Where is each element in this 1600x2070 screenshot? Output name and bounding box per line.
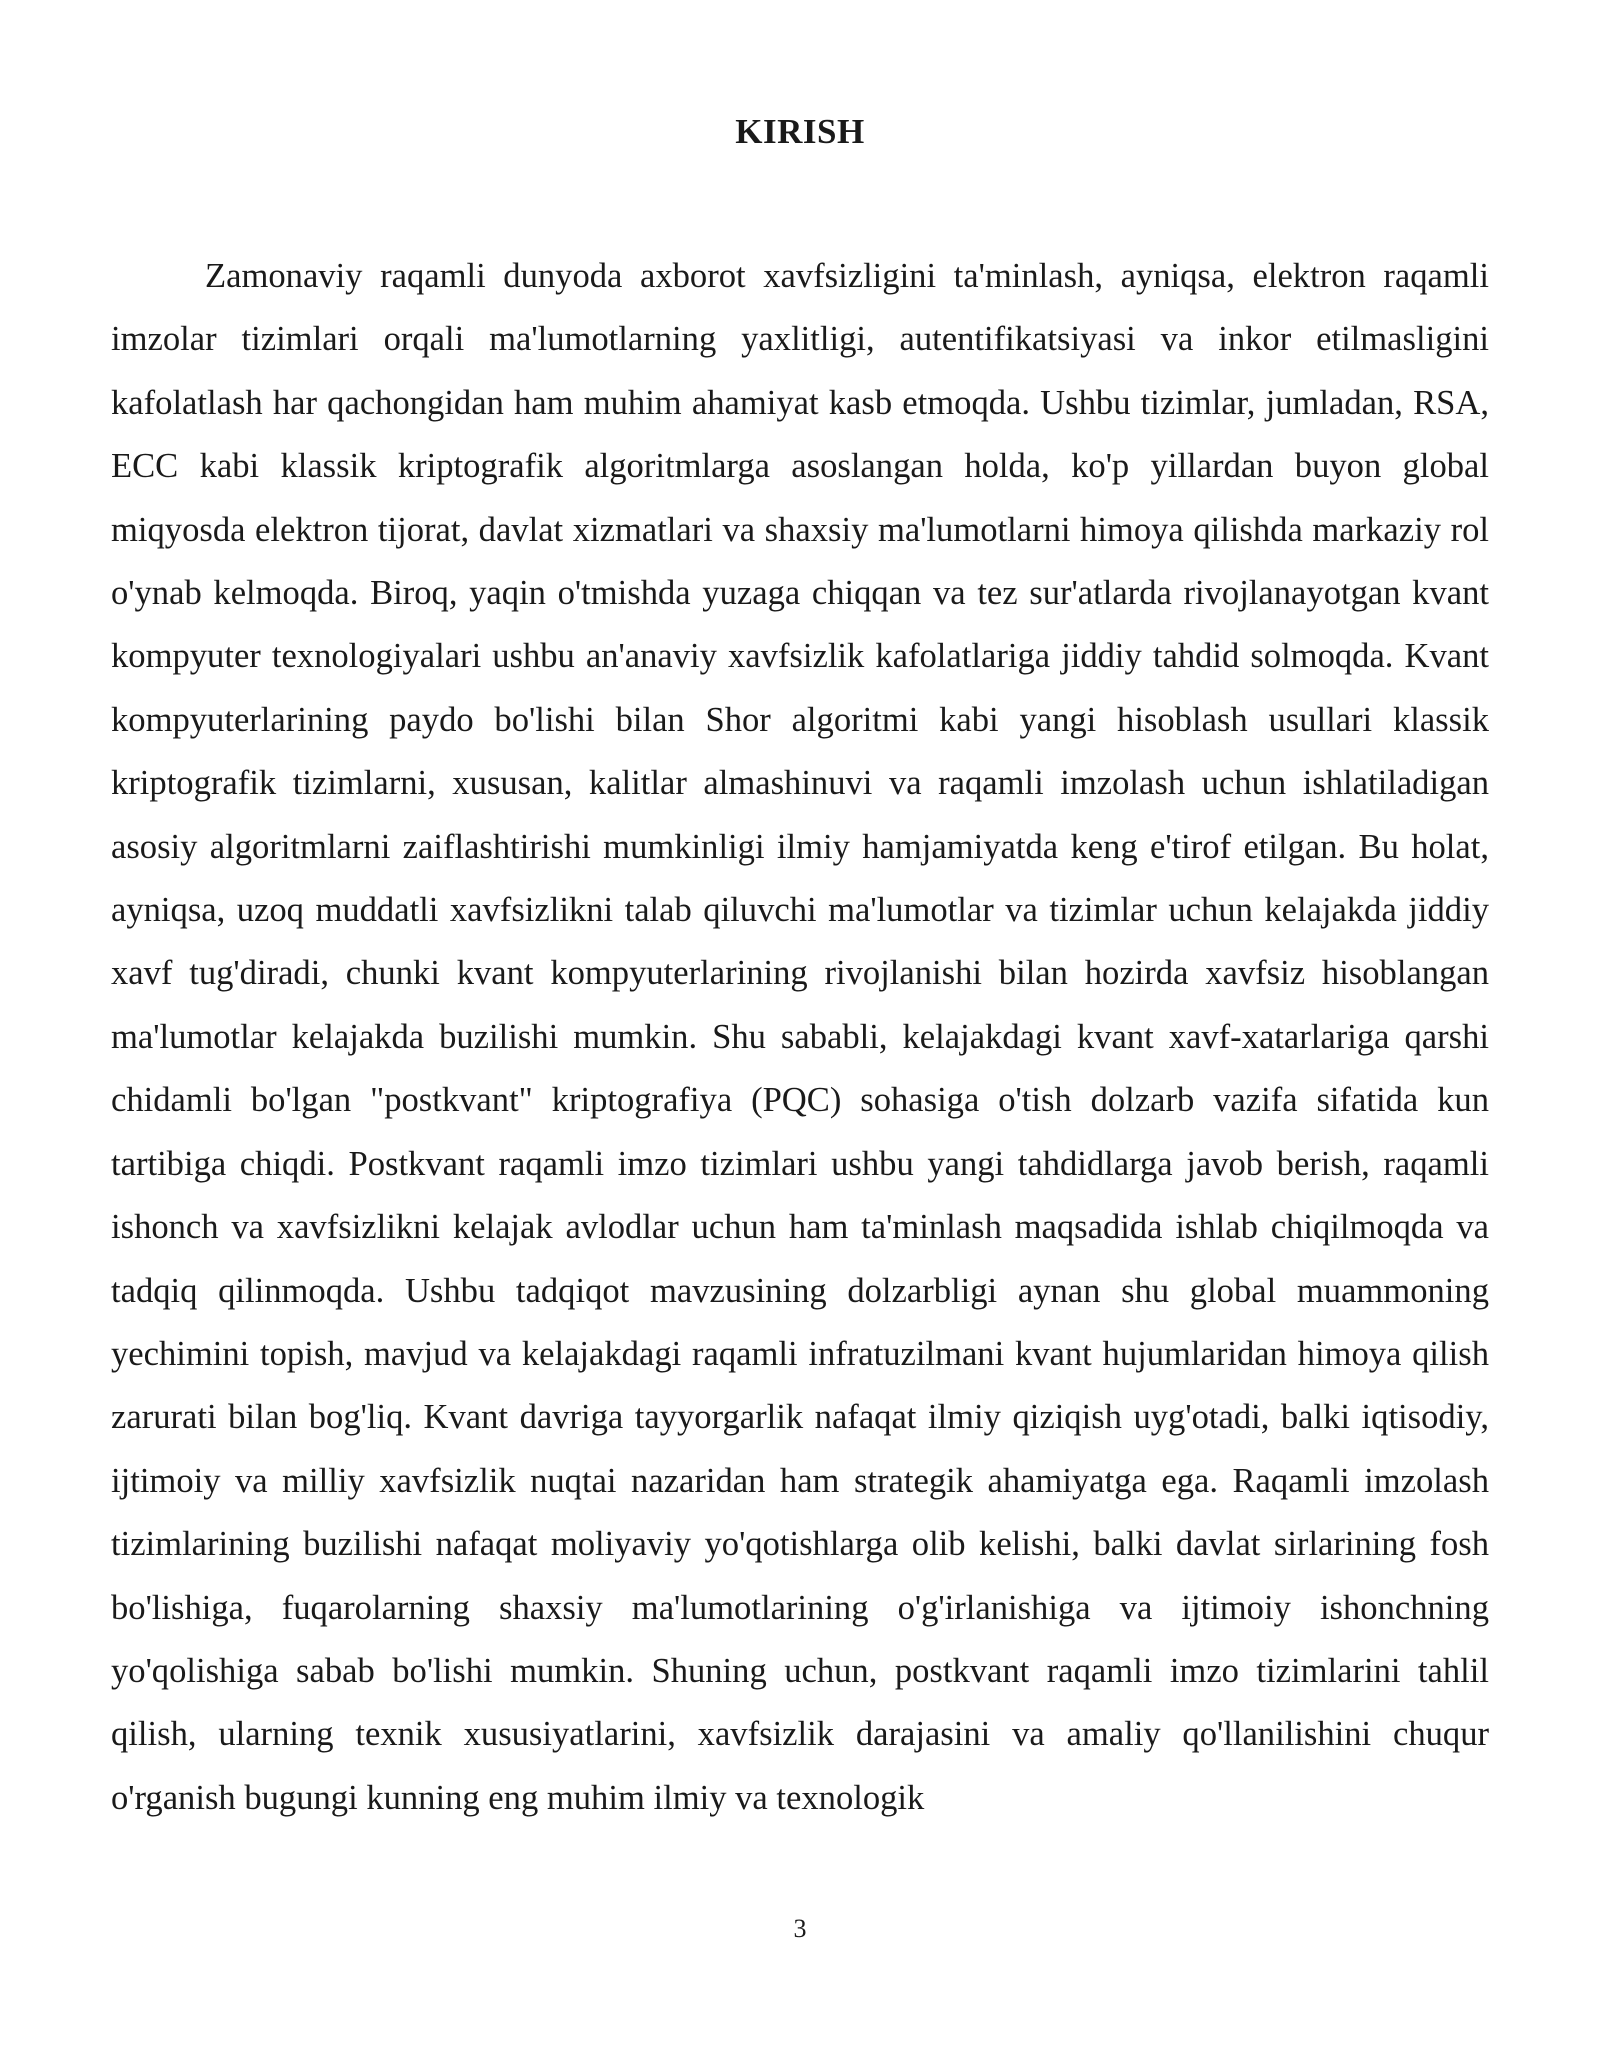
section-heading: KIRISH xyxy=(735,112,865,151)
body-paragraph: Zamonaviy raqamli dunyoda axborot xavfsizligini ta'minlash, ayniqsa, elektron raqamli imzolar tizimlari orqali ma'lumotlarning yaxlitligi, autentifikatsiyasi va inkor etilmasligini kafolatlash har qachongidan ham muhim ahamiyat kasb etmoqda. Ushbu tizimlar, jumladan, RSA, ECC kabi klassik kriptografik algoritmlarga asoslangan holda, ko'p yillardan buyon global miqyosda elektron tijorat, davlat xizmatlari va shaxsiy ma'lumotlarni himoya qilishda markaziy rol o'ynab kelmoqda. Biroq, yaqin o'tmishda yuzaga chiqqan va tez sur'atlarda rivojlanayotgan kvant kompyuter texnologiyalari ushbu an'anaviy xavfsizlik kafolatlariga jiddiy tahdid solmoqda. Kvant kompyuterlarining paydo bo'lishi bilan Shor algoritmi kabi yangi hisoblash usullari klassik kriptografik tizimlarni, xususan, kalitlar almashinuvi va raqamli imzolash uchun ishlatiladigan asosiy algoritmlarni zaiflashtirishi mumkinligi ilmiy hamjamiyatda keng e'tirof etilgan. Bu holat, ayniqsa, uzoq muddatli xavfsizlikni talab qiluvchi ma'lumotlar va tizimlar uchun kelajakda jiddiy xavf tug'diradi, chunki kvant kompyuterlarining rivojlanishi bilan hozirda xavfsiz hisoblangan ma'lumotlar kelajakda buzilishi mumkin. Shu sababli, kelajakdagi kvant xavf-xatarlariga qarshi chidamli bo'lgan "postkvant" kriptografiya (PQC) sohasiga o'tish dolzarb vazifa sifatida kun tartibiga chiqdi. Postkvant raqamli imzo tizimlari ushbu yangi tahdidlarga javob berish, raqamli ishonch va xavfsizlikni kelajak avlodlar uchun ham ta'minlash maqsadida ishlab chiqilmoqda va tadqiq qilinmoqda. Ushbu tadqiqot mavzusining dolzarbligi aynan shu global muammoning yechimini topish, mavjud va kelajakdagi raqamli infratuzilmani kvant hujumlaridan himoya qilish zarurati bilan bog'liq. Kvant davriga tayyorgarlik nafaqat ilmiy qiziqish uyg'otadi, balki iqtisodiy, ijtimoiy va milliy xavfsizlik nuqtai nazaridan ham strategik ahamiyatga ega. Raqamli imzolash tizimlarining buzilishi nafaqat moliyaviy yo'qotishlarga olib kelishi, balki davlat sirlarining fosh bo'lishiga, fuqarolarning shaxsiy ma'lumotlarining o'g'irlanishiga va ijtimoiy ishonchning yo'qolishiga sabab bo'lishi mumkin. Shuning uchun, postkvant raqamli imzo tizimlarini tahlil qilish, ularning texnik xususiyatlarini, xavfsizlik darajasini va amaliy qo'llanilishini chuqur o'rganish bugungi kunning eng muhim ilmiy va texnologik xyxy=(111,257,1489,1817)
page-number: 3 xyxy=(793,1914,807,1943)
